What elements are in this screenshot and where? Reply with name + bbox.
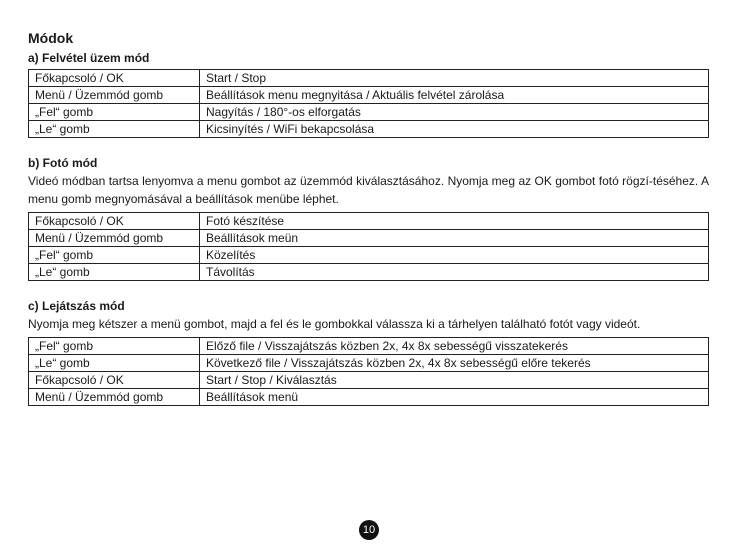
manual-page [28, 30, 709, 424]
table-row [29, 338, 709, 355]
table-cell-button: Főkapcsoló / OK [29, 70, 200, 87]
table-cell-button: Főkapcsoló / OK [29, 372, 200, 389]
table-cell-function: Beállítások meün [200, 230, 709, 247]
section-heading: c) Lejátszás mód [28, 299, 125, 313]
table-cell-button: „Fel“ gomb [29, 338, 200, 355]
table-cell-function: Beállítások menu megnyitása / Aktuális felvétel zárolása [200, 87, 709, 104]
table-cell-button: Menü / Üzemmód gomb [29, 87, 200, 104]
table-cell-button: Menü / Üzemmód gomb [29, 230, 200, 247]
table-cell-function: Következő file / Visszajátszás közben 2x, 4x 8x sebességű előre tekerés [200, 355, 709, 372]
section-description: Nyomja meg kétszer a menü gombot, majd a fel és le gombokkal válassza ki a tárhelyen található fotót vagy videót. [28, 317, 641, 331]
table-cell-function: Távolítás [200, 264, 709, 281]
table-row [29, 355, 709, 372]
table-row [29, 389, 709, 406]
table-cell-button: „Le“ gomb [29, 121, 200, 138]
table-cell-function: Fotó készítése [200, 213, 709, 230]
page-title: Módok [28, 30, 74, 46]
table-cell-button: Menü / Üzemmód gomb [29, 389, 200, 406]
table-row [29, 247, 709, 264]
table-cell-function: Beállítások menü [200, 389, 709, 406]
table-row [29, 213, 709, 230]
table-row [29, 104, 709, 121]
table-row [29, 230, 709, 247]
table-row [29, 121, 709, 138]
table-cell-function: Start / Stop [200, 70, 709, 87]
table-cell-function: Előző file / Visszajátszás közben 2x, 4x 8x sebességű visszatekerés [200, 338, 709, 355]
table-cell-function: Nagyítás / 180°-os elforgatás [200, 104, 709, 121]
table-row [29, 372, 709, 389]
page-number-badge: 10 [359, 520, 379, 540]
section-recording-mode [28, 51, 709, 138]
section-heading: a) Felvétel üzem mód [28, 51, 150, 65]
table-row [29, 70, 709, 87]
table-cell-function: Start / Stop / Kiválasztás [200, 372, 709, 389]
table-cell-button: Főkapcsoló / OK [29, 213, 200, 230]
button-table [28, 337, 709, 406]
section-heading: b) Fotó mód [28, 156, 98, 170]
table-cell-button: „Le“ gomb [29, 264, 200, 281]
button-table [28, 69, 709, 138]
table-row [29, 87, 709, 104]
table-cell-button: „Le“ gomb [29, 355, 200, 372]
table-row [29, 264, 709, 281]
table-cell-button: „Fel“ gomb [29, 247, 200, 264]
section-photo-mode [28, 156, 709, 281]
button-table [28, 212, 709, 281]
table-cell-function: Kicsinyítés / WiFi bekapcsolása [200, 121, 709, 138]
section-playback-mode [28, 299, 709, 406]
section-description: Videó módban tartsa lenyomva a menu gombot az üzemmód kiválasztásához. Nyomja meg az OK gombot fotó rögzí-téséhez. A menu gomb megnyomásával a beállítások menübe léphet. [28, 174, 709, 206]
table-cell-button: „Fel“ gomb [29, 104, 200, 121]
table-cell-function: Közelítés [200, 247, 709, 264]
